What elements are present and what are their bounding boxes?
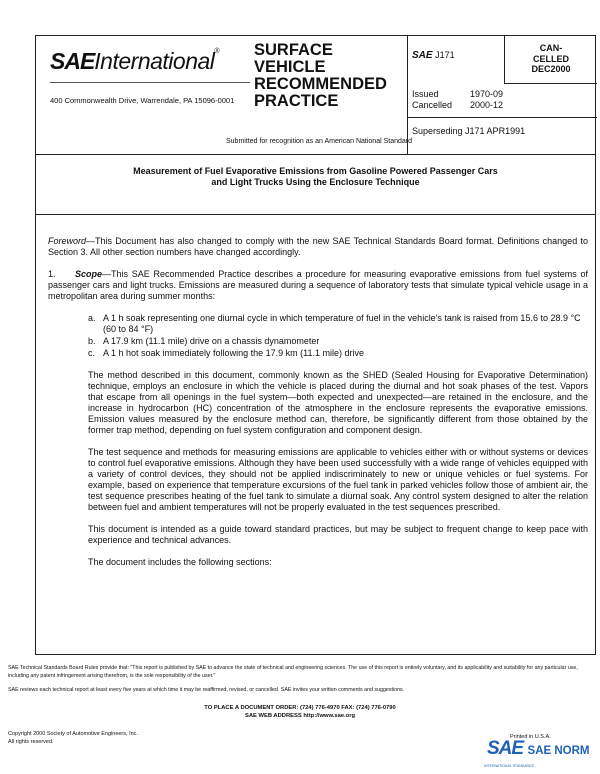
policy-note: SAE Technical Standards Board Rules provide that: "This report is published by SAE to advance the state of technical and engineering sciences. The use of this report is entirely voluntary, and its applicability and suitability for any particular use, including any patent infringement arising therefrom, is the sole responsibility of the user." — [8, 665, 578, 679]
copyright: Copyright 2000 Society of Automotive Engineers, Inc. All rights reserved. — [8, 731, 138, 745]
cancelled-box: CAN- CELLED DEC2000 — [504, 36, 597, 84]
document-title: Measurement of Fuel Evaporative Emissions from Gasoline Powered Passenger Cars and Light Trucks Using the Enclosure Technique — [133, 166, 498, 187]
column-divider — [407, 36, 408, 154]
superseding: Superseding J171 APR1991 — [412, 126, 526, 136]
list-item: a. A 1 h soak representing one diurnal cycle in which temperature of fuel in the vehicle's tank is raised from 15.6 to 28.9 °C (60 to 84 °F) — [88, 313, 581, 334]
document-frame — [35, 35, 596, 655]
sae-norm-subtitle: INTERNATIONAL STANDARDS — [484, 764, 534, 768]
address: 400 Commonwealth Drive, Warrendale, PA 15096-0001 — [50, 96, 235, 105]
test-sequence-list — [48, 313, 588, 359]
header — [36, 36, 595, 155]
doc-type-title: SURFACE VEHICLE RECOMMENDED PRACTICE — [254, 41, 387, 110]
list-item: b. A 17.9 km (11.1 mile) drive on a chassis dynamometer — [88, 336, 320, 346]
title-divider — [36, 214, 595, 215]
order-info: TO PLACE A DOCUMENT ORDER: (724) 776-4970 FAX: (724) 776-0790 SAE WEB ADDRESS http://www.sae.org — [204, 705, 396, 719]
submitted-note: Submitted for recognition as an American National Standard — [226, 138, 412, 145]
guide-paragraph: This document is intended as a guide toward standard practices, but may be subject to frequent change to keep pace with experience and technical advances. — [88, 524, 588, 545]
superseding-divider — [407, 117, 597, 118]
printed-note: Printed in U.S.A. — [510, 734, 551, 740]
logo-divider — [50, 82, 250, 83]
body — [48, 236, 588, 579]
sae-logo: SAEInternational® — [50, 48, 220, 74]
doc-number: SAE J171 — [412, 50, 455, 61]
sequence-paragraph: The test sequence and methods for measuring emissions are applicable to vehicles either with or without systems or devices to control fuel evaporative emissions. Although they have been used successfully with a wide range of vehicles equipped with a variety of control devices, they should not be applied indiscriminately to new or unique vehicles or fuel systems. For example, based on experience that temperature excursions of the fuel tank in parked vehicles follow those of ambient air, the test sequence prescribes heating of the fuel tank to simulate a diurnal soak. Any control system designed to alter the relation between fuel and ambient temperatures will not be properly evaluated in the test sequences prescribed. — [88, 447, 588, 512]
list-item: c. A 1 h hot soak immediately following the 17.9 km (11.1 mile) drive — [88, 348, 364, 358]
sections-paragraph: The document includes the following sections: — [88, 557, 272, 567]
footnotes — [8, 664, 593, 700]
sae-norm-logo: SAE SAE NORM — [487, 738, 590, 759]
review-note: SAE reviews each technical report at least every five years at which time it may be reaffirmed, revised, or cancelled. SAE invites your written comments and suggestions. — [8, 687, 405, 693]
shed-paragraph: The method described in this document, commonly known as the SHED (Sealed Housing for Evaporative Determination) technique, employs an enclosure in which the vehicle is placed during the diurnal and hot soak phases of the test. Vapors that escape from all openings in the fuel system—both expected and unexpected—are retained in the enclosure, and the increase in hydrocarbon (HC) concentration of the atmosphere in the enclosure represents the evaporative emissions. Emission values measured by the enclosure method can, therefore, be significantly different from those obtained by the former trap method, depending on fuel system configuration and component design. — [88, 370, 588, 435]
issue-dates: Issued 1970-09 Cancelled 2000-12 — [412, 89, 504, 110]
scope-paragraph: 1. Scope—This SAE Recommended Practice describes a procedure for measuring evaporative emissions from fuel systems of passenger cars and light trucks. Emissions are measured during a sequence of laboratory tests that simulate typical vehicle usage in a metropolitan area during summer months: — [48, 269, 588, 301]
foreword: Foreword—This Document has also changed to comply with the new SAE Technical Standards Board format. Definitions changed to Section 3. All other section numbers have changed accordingly. — [48, 236, 588, 257]
